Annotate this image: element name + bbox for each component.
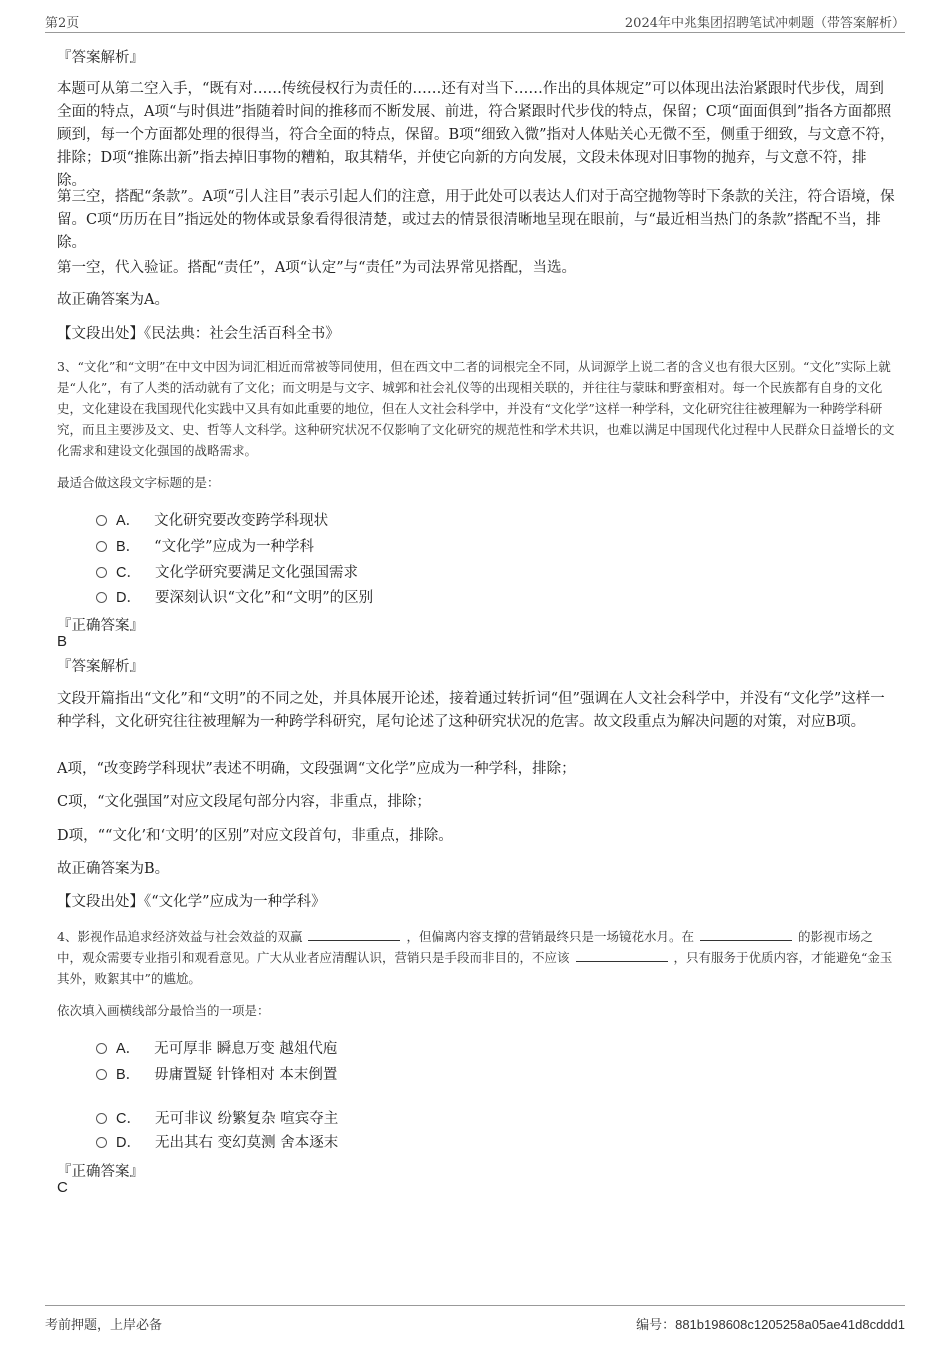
q3-analysis-para-3: C项，“文化强国”对应文段尾句部分内容，非重点，排除；	[57, 794, 431, 810]
prev-analysis-para-1: 本题可从第二空入手，“既有对……传统侵权行为责任的……还有对当下……作出的具体规定”可以体现出法治紧跟时代步伐，周到全面的特点，A项“与时俱进”指随着时间的推移而不断发展、前进，符合紧跟时代步伐的特点，保留；C项“面面俱到”指各方面都照顾到，每一个方面都处理的很得当，符合全面的特点，保留。B项“细致入微”指对人体贴关心无微不至，侧重于细致，与文意不符，排除；D项“推陈出新”指去掉旧事物的糟粕，取其精华，并使它向新的方向发展，文段未体现对旧事物的抛弃，与文意不符，排除。	[57, 81, 895, 189]
q4-answer: C	[57, 1179, 68, 1196]
radio-icon[interactable]	[96, 567, 107, 578]
q3-option-d[interactable]: D． 要深刻认识“文化”和“文明”的区别	[96, 586, 373, 607]
q3-passage: 3、“文化”和“文明”在中文中因为词汇相近而常被等同使用，但在西文中二者的词根完全不同，从词源学上说二者的含义也有很大区别。“文化”实际上就是“人化”，有了人类的活动就有了文化；而文明是与文字、城郭和社会礼仪等的出现相关联的，并往往与蒙昧和野蛮相对。每一个民族都有自身的文化史，文化建设在我国现代化实践中又具有如此重要的地位，但在人文社会科学中，并没有“文化学”这样一种学科，文化研究往往被理解为一种跨学科研究，而且主要涉及文、史、哲等人文科学。这种研究状况不仅影响了文化研究的规范性和学术共识，也难以满足中国现代化过程中人民群众日益增长的文化需求和建设文化强国的战略需求。	[57, 359, 895, 458]
document-title: 2024年中兆集团招聘笔试冲刺题（带答案解析）	[624, 16, 905, 31]
q3-option-c[interactable]: C． 文化学研究要满足文化强国需求	[96, 561, 358, 582]
radio-icon[interactable]	[96, 541, 107, 552]
radio-icon[interactable]	[96, 592, 107, 603]
q3-analysis-para-1: 文段开篇指出“文化”和“文明”的不同之处，并具体展开论述，接着通过转折词“但”强调在人文社会科学中，并没有“文化学”这样一种学科，文化研究往往被理解为一种跨学科研究，尾句论述了这种研究状况的危害。故文段重点为解决问题的对策，对应B项。	[57, 691, 885, 730]
prev-source: 【文段出处】《民法典：社会生活百科全书》	[57, 326, 340, 342]
document-code: 编号：881b198608c1205258a05ae41d8cddd1	[636, 1317, 905, 1333]
q3-prompt: 最适合做这段文字标题的是：	[57, 475, 220, 490]
q4-option-c[interactable]: C． 无可非议 纷繁复杂 喧宾夺主	[96, 1107, 338, 1128]
radio-icon[interactable]	[96, 1137, 107, 1148]
blank-1[interactable]	[308, 928, 400, 941]
q4-prompt: 依次填入画横线部分最恰当的一项是：	[57, 1003, 270, 1018]
q4-answer-label: 『正确答案』	[57, 1164, 144, 1180]
prev-analysis-para-4: 故正确答案为A。	[57, 292, 169, 308]
radio-icon[interactable]	[96, 1069, 107, 1080]
q3-analysis-label: 『答案解析』	[57, 659, 144, 675]
page-footer	[45, 1305, 905, 1333]
blank-2[interactable]	[700, 928, 792, 941]
footer-slogan: 考前押题，上岸必备	[45, 1318, 163, 1333]
q4-passage: 4、影视作品追求经济效益与社会效益的双赢 ，但偏离内容支撑的营销最终只是一场镜花水月。在 的影视市场之中，观众需要专业指引和观看意见。广大从业者应清醒认识，营销只是手段而非目的，不应该 ，只有服务于优质内容，才能避免“金玉其外，败絮其中”的尴尬。	[57, 929, 893, 986]
radio-icon[interactable]	[96, 1113, 107, 1124]
radio-icon[interactable]	[96, 515, 107, 526]
q3-answer: B	[57, 633, 68, 650]
blank-3[interactable]	[576, 949, 668, 962]
q3-option-a[interactable]: A． 文化研究要改变跨学科现状	[96, 509, 328, 530]
q4-option-d[interactable]: D． 无出其右 变幻莫测 舍本逐末	[96, 1131, 338, 1152]
q3-option-b[interactable]: B． “文化学”应成为一种学科	[96, 535, 314, 556]
q4-option-a[interactable]: A． 无可厚非 瞬息万变 越俎代庖	[96, 1037, 337, 1058]
q3-analysis-para-4: D项，““文化’和‘文明’的区别”对应文段首句，非重点，排除。	[57, 828, 453, 844]
q3-analysis-para-2: A项，“改变跨学科现状”表述不明确，文段强调“文化学”应成为一种学科，排除；	[57, 761, 576, 777]
q3-answer-label: 『正确答案』	[57, 618, 144, 634]
radio-icon[interactable]	[96, 1043, 107, 1054]
q4-option-b[interactable]: B． 毋庸置疑 针锋相对 本末倒置	[96, 1063, 337, 1084]
prev-analysis-label: 『答案解析』	[57, 50, 144, 66]
prev-analysis-para-3: 第一空，代入验证。搭配“责任”，A项“认定”与“责任”为司法界常见搭配，当选。	[57, 260, 576, 276]
prev-analysis-para-2: 第三空，搭配“条款”。A项“引人注目”表示引起人们的注意，用于此处可以表达人们对于高空抛物等时下条款的关注，符合语境，保留。C项“历历在目”指远处的物体或景象看得很清楚，或过去的情景很清晰地呈现在眼前，与“最近相当热门的条款”搭配不当，排除。	[57, 189, 895, 251]
page-number: 第2页	[45, 16, 80, 31]
q3-source: 【文段出处】《“文化学”应成为一种学科》	[57, 894, 326, 910]
page-header	[45, 10, 905, 33]
q3-analysis-para-5: 故正确答案为B。	[57, 861, 170, 877]
